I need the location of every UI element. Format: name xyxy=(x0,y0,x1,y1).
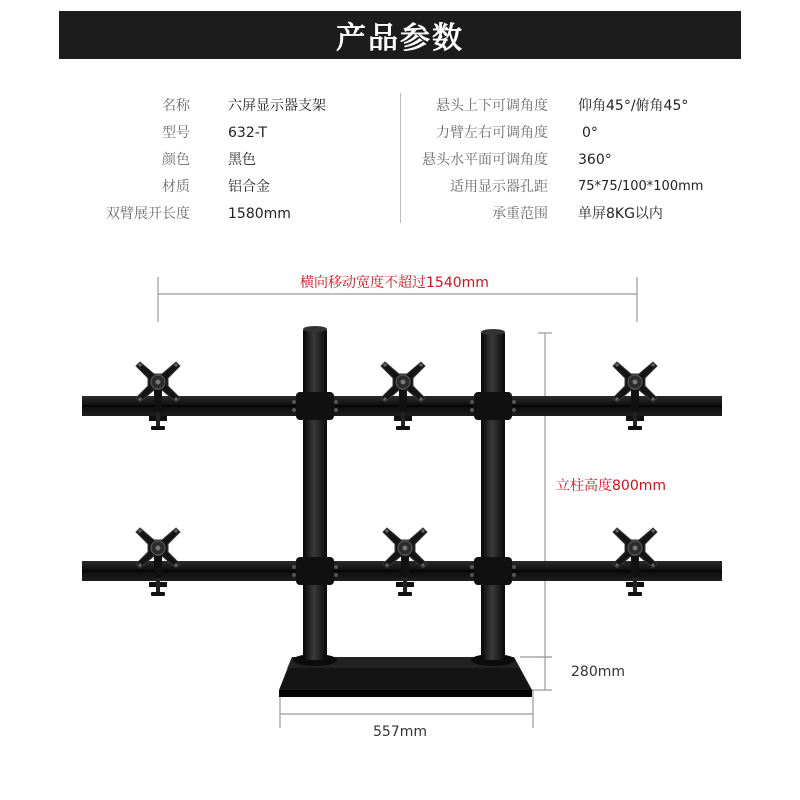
pole-height-label: 立柱高度800mm xyxy=(556,478,666,494)
spec-value: 六屏显示器支架 xyxy=(228,98,326,114)
pole-left xyxy=(303,328,327,660)
spec-label: 型号 xyxy=(162,125,190,141)
vesa-mount-head xyxy=(136,528,180,596)
base-width-label: 557mm xyxy=(373,724,427,740)
spec-value: 360° xyxy=(578,152,612,168)
spec-label: 双臂展开长度 xyxy=(106,206,190,222)
vesa-mount-head xyxy=(383,528,427,596)
spec-value: 632-T xyxy=(228,125,268,141)
width-dimension-label: 横向移动宽度不超过1540mm xyxy=(300,275,489,291)
spec-label: 名称 xyxy=(162,98,190,114)
vesa-mount-head xyxy=(381,362,425,430)
spec-label: 承重范围 xyxy=(492,206,548,222)
vesa-mount-head xyxy=(613,528,657,596)
vesa-mount-head xyxy=(613,362,657,430)
vesa-mount-head xyxy=(136,362,180,430)
spec-label: 适用显示器孔距 xyxy=(450,179,548,195)
section-title: 产品参数 xyxy=(336,21,464,56)
base-depth-label: 280mm xyxy=(571,664,625,680)
pole-right xyxy=(481,331,505,660)
spec-label: 悬头水平面可调角度 xyxy=(422,152,548,168)
spec-value: 黑色 xyxy=(228,152,256,168)
spec-value: 单屏8KG以内 xyxy=(578,206,663,222)
spec-value: 1580mm xyxy=(228,206,291,222)
spec-value: 75*75/100*100mm xyxy=(578,179,704,194)
spec-value: 铝合金 xyxy=(228,179,270,195)
spec-label: 力臂左右可调角度 xyxy=(436,125,548,141)
spec-value: 仰角45°/俯角45° xyxy=(578,98,689,114)
spec-value: 0° xyxy=(582,125,598,141)
spec-label: 悬头上下可调角度 xyxy=(436,98,548,114)
spec-label: 颜色 xyxy=(162,152,190,168)
pole-height-dimension xyxy=(538,333,552,657)
spec-label: 材质 xyxy=(162,179,190,195)
